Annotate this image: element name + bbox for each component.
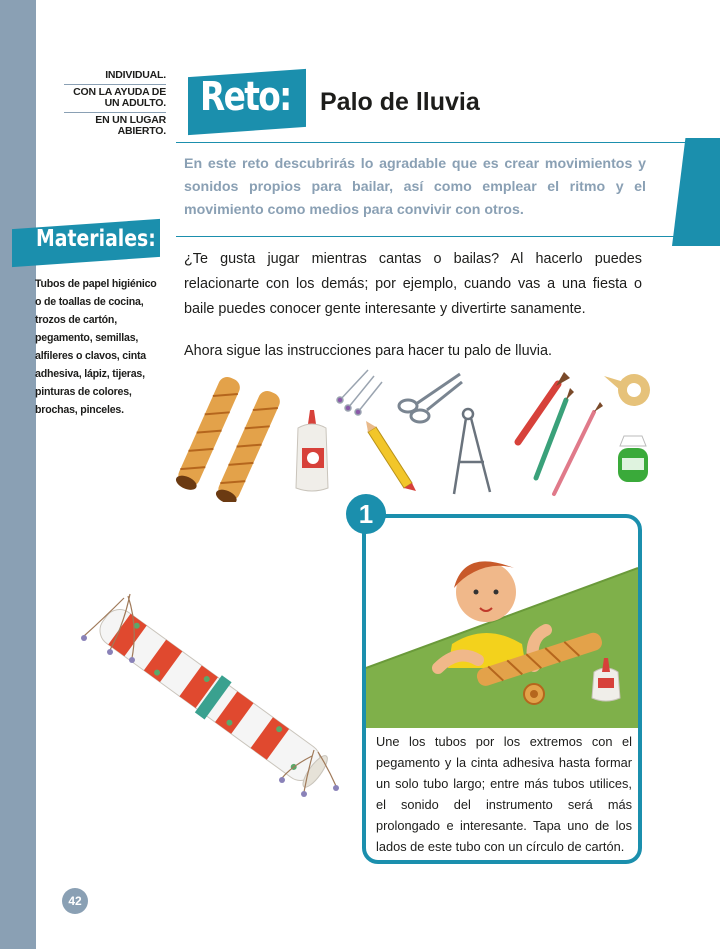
glue-bottle-illustration (296, 410, 328, 491)
divider (176, 236, 696, 237)
page-number: 42 (62, 888, 88, 914)
materials-list: Tubos de papel higiénico o de toallas de cocina, trozos de cartón, pegamento, semillas, alfileres o clavos, cinta adhesiva, lápiz, tijeras, pinturas de colores, brochas, pinceles. (35, 278, 157, 416)
scissors-illustration (399, 374, 462, 422)
reto-label: Reto: (200, 74, 291, 120)
pins-illustration (337, 370, 382, 415)
rain-stick-illustration (70, 580, 350, 810)
decorative-corner (672, 138, 720, 246)
mode-with-adult: CON LA AYUDA DE UN ADULTO. (64, 85, 166, 113)
step-number: 1 (346, 494, 386, 534)
step-1-illustration (366, 518, 638, 728)
materials-illustration (172, 362, 672, 502)
paper-tubes-illustration (174, 374, 283, 502)
mode-outdoors: EN UN LUGAR ABIERTO. (95, 114, 166, 137)
step-1-text: Une los tubos por los extremos con el pegamento y la cinta adhesiva hasta formar un solo tubo largo; entre más tubos utilices, el sonido del instrumento será más prolongado e interesante. Tapa uno de los lados de este tubo con un círculo de cartón. (376, 734, 632, 854)
tape-roll-illustration (604, 374, 650, 406)
activity-mode-list (64, 68, 166, 140)
paint-jar-illustration (618, 436, 648, 482)
body-paragraph: Ahora sigue las instrucciones para hacer tu palo de lluvia. (184, 343, 552, 359)
mode-individual: INDIVIDUAL. (64, 68, 166, 85)
divider (176, 142, 696, 143)
paintbrushes-illustration (518, 372, 603, 494)
page-title: Palo de lluvia (320, 88, 480, 116)
side-strip (0, 0, 36, 949)
intro-paragraph: En este reto descubrirás lo agradable que es crear movimientos y sonidos propios para bailar, así como emplear el ritmo y el movimiento como medios para convivir con otros. (184, 156, 646, 218)
pencil-illustration (366, 421, 416, 491)
body-paragraph: ¿Te gusta jugar mientras cantas o bailas? Al hacerlo puedes relacionarte con los demás; por ejemplo, cuando vas a una fiesta o baile puedes conocer gente interesante y divertirte sanamente. (184, 251, 642, 317)
compass-illustration (454, 409, 490, 494)
materials-title: Materiales: (36, 226, 156, 252)
